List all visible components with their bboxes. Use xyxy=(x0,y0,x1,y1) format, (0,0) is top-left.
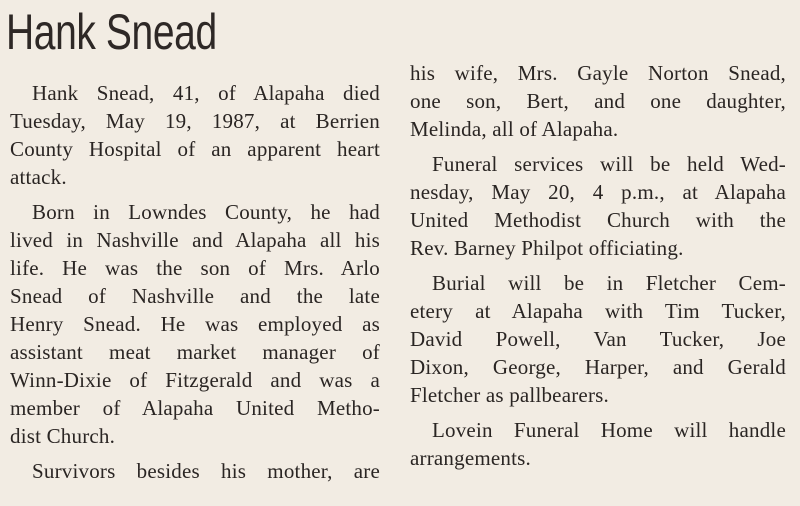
text-line: Fletcher as pallbearers. xyxy=(410,383,609,407)
paragraph-gap xyxy=(410,143,786,150)
text-line: Snead of Nashville and the late xyxy=(10,284,380,308)
text-line: Dixon, George, Harper, and Gerald xyxy=(410,355,786,379)
text-line: Lovein Funeral Home will handle xyxy=(432,418,786,442)
text-line: arrangements. xyxy=(410,446,531,470)
text-line: dist Church. xyxy=(10,424,116,448)
text-line: County Hospital of an apparent heart xyxy=(10,137,380,161)
article-column-left xyxy=(10,79,380,485)
text-line: lived in Nashville and Alapaha all his xyxy=(10,228,380,252)
text-line: Hank Snead, 41, of Alapaha died xyxy=(32,81,380,105)
text-line: nesday, May 20, 4 p.m., at Alapaha xyxy=(410,180,786,204)
text-line: Rev. Barney Philpot officiating. xyxy=(410,236,684,260)
text-line: assistant meat market manager of xyxy=(10,340,380,364)
paragraph-gap xyxy=(410,262,786,269)
text-line: Winn-Dixie of Fitzgerald and was a xyxy=(10,368,380,392)
column-divider xyxy=(395,70,396,506)
text-line: David Powell, Van Tucker, Joe xyxy=(410,327,786,351)
text-line: United Methodist Church with the xyxy=(410,208,786,232)
text-line: Survivors besides his mother, are xyxy=(32,459,380,483)
text-line: one son, Bert, and one daughter, xyxy=(410,89,786,113)
text-line: etery at Alapaha with Tim Tucker, xyxy=(410,299,786,323)
text-line: Funeral services will be held Wed- xyxy=(432,152,786,176)
obituary-headline: Hank Snead xyxy=(6,4,217,60)
text-line: member of Alapaha United Metho- xyxy=(10,396,380,420)
paragraph-gap xyxy=(10,191,380,198)
text-line: Henry Snead. He was employed as xyxy=(10,312,380,336)
text-line: Tuesday, May 19, 1987, at Berrien xyxy=(10,109,380,133)
text-line: Melinda, all of Alapaha. xyxy=(410,117,619,141)
article-column-right xyxy=(410,59,786,472)
text-line: his wife, Mrs. Gayle Norton Snead, xyxy=(410,61,786,85)
paragraph-gap xyxy=(410,409,786,416)
text-line: life. He was the son of Mrs. Arlo xyxy=(10,256,380,280)
paragraph-gap xyxy=(10,450,380,457)
text-line: Burial will be in Fletcher Cem- xyxy=(432,271,786,295)
text-line: attack. xyxy=(10,165,67,189)
text-line: Born in Lowndes County, he had xyxy=(32,200,380,224)
